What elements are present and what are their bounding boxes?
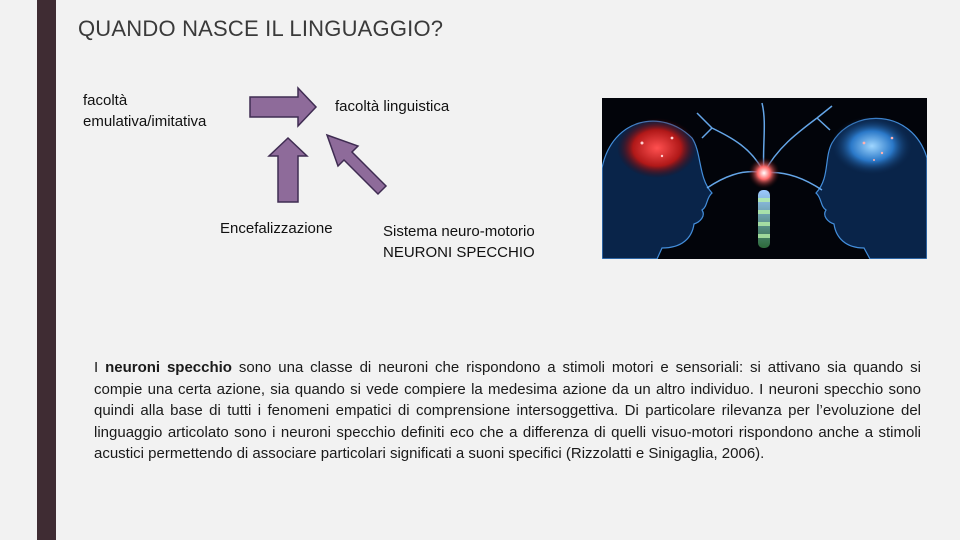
body-text-bold: neuroni specchio bbox=[105, 359, 232, 376]
mirror-neurons-image bbox=[602, 98, 927, 259]
node-sistema-line1: Sistema neuro-motorio bbox=[383, 223, 535, 240]
node-sistema-line2: NEURONI SPECCHIO bbox=[383, 244, 535, 261]
node-encefalizzazione: Encefalizzazione bbox=[220, 220, 333, 237]
node-sistema bbox=[383, 221, 535, 263]
arrow-diagonal bbox=[327, 135, 386, 194]
node-linguistica: facoltà linguistica bbox=[335, 98, 450, 115]
body-text-start: I bbox=[94, 359, 106, 376]
slide-title: QUANDO NASCE IL LINGUAGGIO? bbox=[78, 16, 444, 41]
body-text-rest: sono una classe di neuroni che rispondono a stimoli motori e sensoriali: si attivano sia quando si compie una certa azione, sia quando si vede compiere la medesima azione da un altro individuo. I neuroni specchio sono quindi alla base di tutti i fenomeni empatici di comprensione intersoggettiva. Di particolare rilevanza per l’evoluzione del linguaggio articolato sono i neuroni specchio definiti eco che a differenza di quelli visuo-motori rispondono anche a stimoli acustici permettendo di associare particolari significati a suoni specifici (Rizzolatti e Sinigaglia, 2006). bbox=[94, 359, 921, 462]
arrow-up bbox=[269, 138, 307, 202]
arrow-right bbox=[250, 88, 316, 126]
accent-bar bbox=[37, 0, 56, 540]
node-emulativa: facoltà emulativa/imitativa bbox=[83, 92, 207, 130]
body-paragraph bbox=[94, 357, 921, 465]
